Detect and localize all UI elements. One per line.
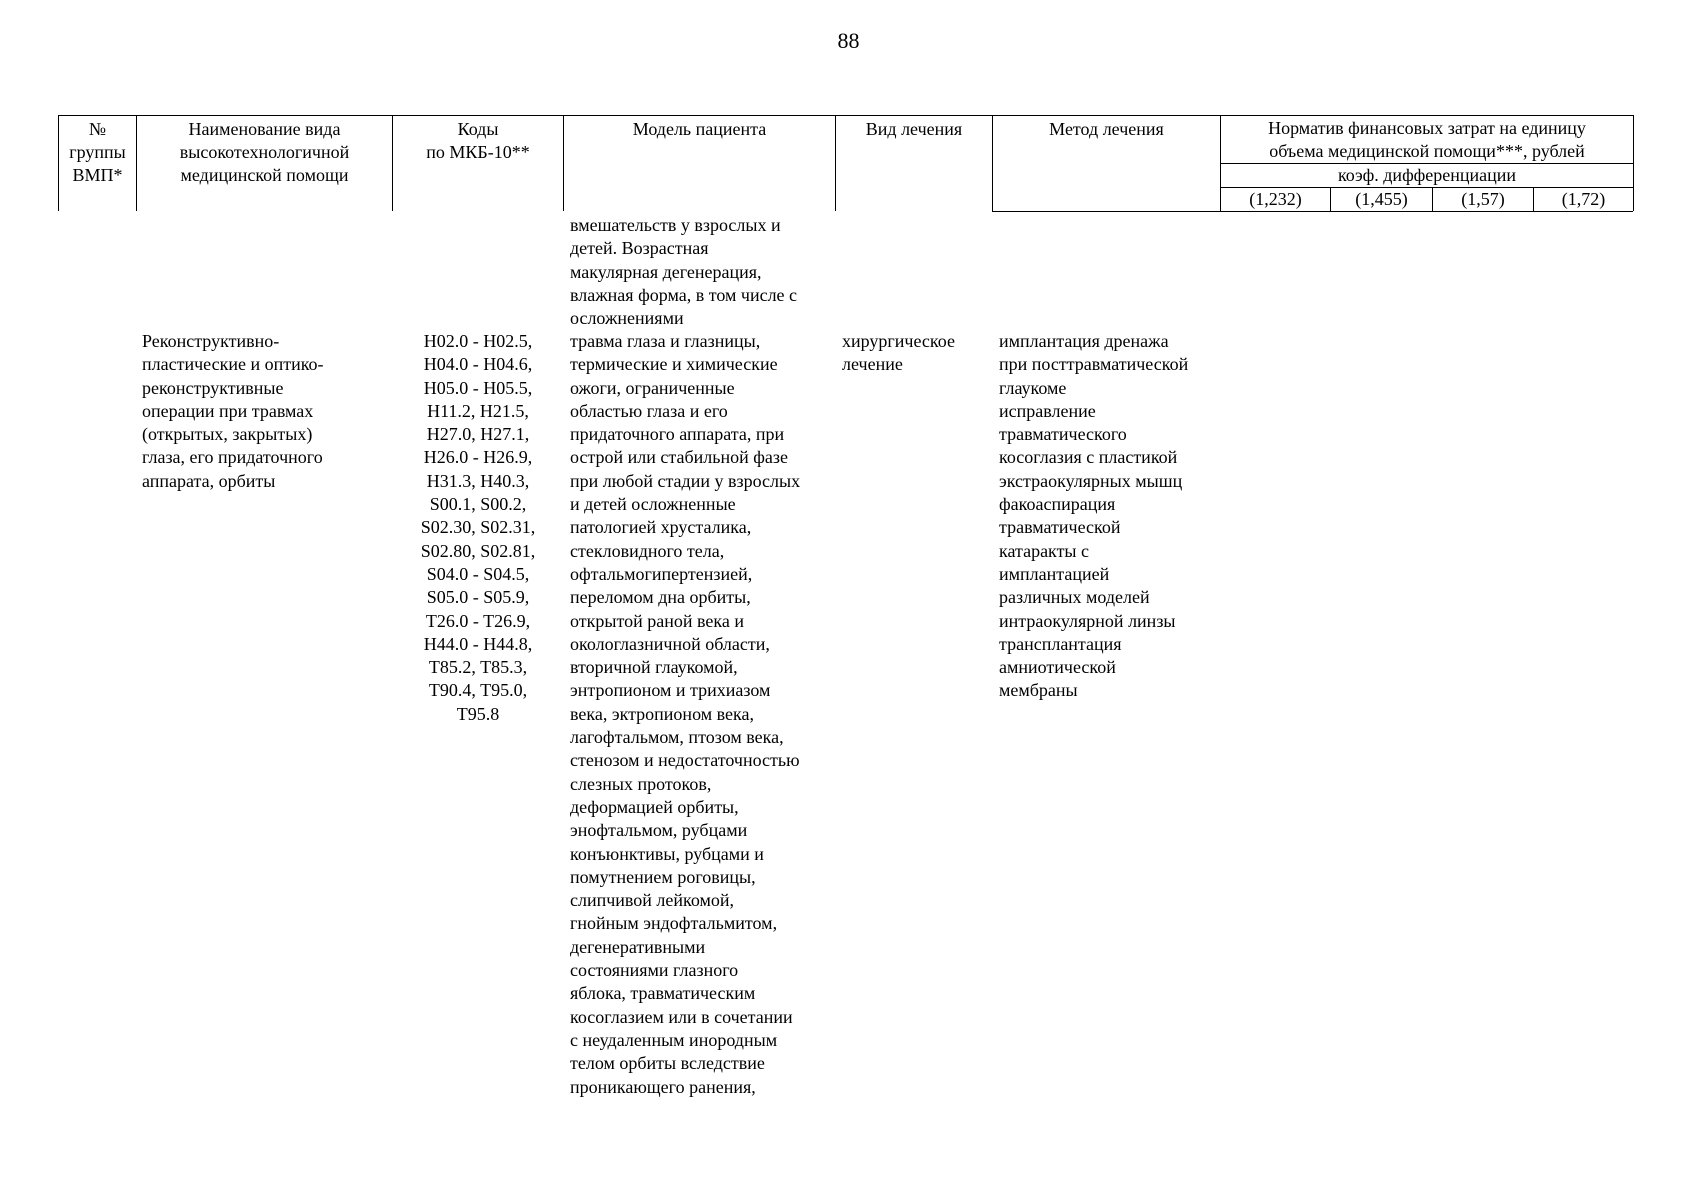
- patient-model-line: яблока, травматическим: [570, 983, 756, 1004]
- treatment-type-line: лечение: [842, 354, 903, 375]
- icd-codes-line: S04.0 - S04.5,: [426, 563, 530, 584]
- icd-codes-line: H27.0, H27.1,: [426, 424, 530, 445]
- patient-model-line: стекловидного тела,: [570, 540, 725, 561]
- header-codes: [393, 118, 563, 164]
- treatment-method-line: имплантация дренажа: [999, 331, 1169, 351]
- header-group-no: [59, 118, 136, 187]
- icd-codes-line: S00.1, S00.2,: [429, 494, 527, 515]
- icd-codes-line: S02.80, S02.81,: [420, 540, 536, 561]
- patient-model-line: открытой раной века и: [570, 610, 744, 631]
- treatment-method-line: катаракты с: [999, 540, 1090, 561]
- treatment-type-line: хирургическое: [842, 331, 955, 351]
- service-name-line: глаза, его придаточного: [142, 447, 323, 468]
- patient-model-line: травма глаза и глазницы,: [570, 331, 761, 351]
- icd-codes-line: T26.0 - T26.9,: [425, 610, 531, 631]
- header-name-line: медицинской помощи: [180, 165, 349, 185]
- header-coef-1: (1,232): [1249, 189, 1302, 209]
- header-name: [137, 118, 392, 187]
- icd-codes-line: T85.2, T85.3,: [428, 657, 528, 678]
- icd-codes-line: S02.30, S02.31,: [420, 517, 536, 538]
- service-name-line: аппарата, орбиты: [142, 470, 276, 491]
- treatment-method-line: исправление: [999, 400, 1096, 421]
- header-group-no-line: ВМП*: [72, 165, 123, 185]
- header-codes-line: по МКБ-10**: [426, 142, 530, 162]
- treatment-method-line: трансплантация: [999, 633, 1122, 654]
- service-name-line: реконструктивные: [142, 377, 284, 398]
- treatment-method-line: различных моделей: [999, 587, 1150, 608]
- header-norm-line: объема медицинской помощи***, рублей: [1269, 141, 1585, 161]
- header-treatment-method: Метод лечения: [1049, 119, 1164, 139]
- patient-model-line: слезных протоков,: [570, 773, 712, 794]
- header-norm: [1221, 117, 1633, 163]
- continuation-text-line: влажная форма, в том числе с: [570, 284, 798, 305]
- patient-model-line: энтропионом и трихиазом: [570, 680, 771, 701]
- patient-model-line: и детей осложненные: [570, 494, 736, 515]
- patient-model: [570, 330, 800, 1099]
- icd-codes-line: H11.2, H21.5,: [427, 400, 529, 421]
- col-border-7: [1633, 115, 1634, 211]
- patient-model-line: окологлазничной области,: [570, 633, 770, 654]
- treatment-method-line: амниотической: [999, 657, 1116, 678]
- icd-codes-line: T95.8: [456, 703, 500, 724]
- patient-model-line: стенозом и недостаточностью: [570, 750, 800, 771]
- patient-model-line: патологией хрусталика,: [570, 517, 752, 538]
- patient-model-line: с неудаленным инородным: [570, 1029, 778, 1050]
- treatment-method-line: факоаспирация: [999, 494, 1116, 515]
- continuation-text-line: осложнениями: [570, 308, 684, 329]
- icd-codes-line: T90.4, T95.0,: [428, 680, 528, 701]
- patient-model-line: офтальмогипертензией,: [570, 563, 753, 584]
- treatment-method-line: имплантацией: [999, 563, 1110, 584]
- header-name-line: Наименование вида: [188, 119, 341, 139]
- patient-model-line: косоглазием или в сочетании: [570, 1006, 793, 1027]
- header-norm-line: Норматив финансовых затрат на единицу: [1268, 118, 1586, 138]
- patient-model-line: проникающего ранения,: [570, 1076, 756, 1097]
- patient-model-line: термические и химические: [570, 354, 778, 375]
- icd-codes-line: H26.0 - H26.9,: [423, 447, 533, 468]
- treatment-method-line: травматического: [999, 424, 1127, 445]
- header-coef-label: коэф. дифференциации: [1337, 165, 1517, 185]
- treatment-method-line: глаукоме: [999, 377, 1067, 398]
- treatment-method-line: при посттравматической: [999, 354, 1189, 375]
- patient-model-line: лагофтальмом, птозом века,: [570, 727, 784, 748]
- patient-model-line: состояниями глазного: [570, 960, 739, 981]
- header-coef-2: (1,455): [1355, 189, 1408, 209]
- icd-codes-line: H04.0 - H04.6,: [423, 354, 533, 375]
- patient-model-line: века, эктропионом века,: [570, 703, 754, 724]
- icd-codes-line: H02.0 - H02.5,: [423, 331, 533, 351]
- treatment-method-line: экстраокулярных мышц: [999, 470, 1183, 491]
- patient-model-line: переломом дна орбиты,: [570, 587, 751, 608]
- header-group-no-line: группы: [69, 142, 126, 162]
- patient-model-line: придаточного аппарата, при: [570, 424, 785, 445]
- header-coef-3: (1,57): [1461, 189, 1505, 209]
- treatment-method-line: травматической: [999, 517, 1121, 538]
- patient-model-line: конъюнктивы, рубцами и: [570, 843, 764, 864]
- patient-model-line: острой или стабильной фазе: [570, 447, 788, 468]
- treatment-type: [842, 330, 955, 377]
- icd-codes-line: H44.0 - H44.8,: [423, 633, 533, 654]
- service-name-line: пластические и оптико-: [142, 354, 324, 375]
- icd-codes-line: H05.0 - H05.5,: [423, 377, 533, 398]
- continuation-text-line: макулярная дегенерация,: [570, 261, 762, 282]
- patient-model-line: при любой стадии у взрослых: [570, 470, 801, 491]
- patient-model-line: энофтальмом, рубцами: [570, 820, 748, 841]
- patient-model-line: дегенеративными: [570, 936, 706, 957]
- header-codes-line: Коды: [457, 119, 499, 139]
- treatment-method: [999, 330, 1188, 703]
- service-name-line: (открытых, закрытых): [142, 424, 313, 445]
- patient-model-line: вторичной глаукомой,: [570, 657, 738, 678]
- patient-model-line: гнойным эндофтальмитом,: [570, 913, 778, 934]
- icd-codes-line: S05.0 - S05.9,: [426, 587, 530, 608]
- service-name: [142, 330, 324, 493]
- header-patient-model: Модель пациента: [632, 119, 767, 139]
- patient-model-line: ожоги, ограниченные: [570, 377, 735, 398]
- header-group-no-line: №: [88, 119, 107, 139]
- patient-model-line: областью глаза и его: [570, 400, 728, 421]
- continuation-text-line: вмешательств у взрослых и: [570, 215, 781, 235]
- service-name-line: Реконструктивно-: [142, 331, 280, 351]
- icd-codes-line: H31.3, H40.3,: [426, 470, 530, 491]
- header-bottom-border: [992, 211, 1633, 212]
- patient-model-line: деформацией орбиты,: [570, 796, 739, 817]
- patient-model-line: телом орбиты вследствие: [570, 1053, 765, 1074]
- table-top-border: [58, 115, 1634, 116]
- header-coef-4: (1,72): [1561, 189, 1606, 209]
- header-treatment-type: Вид лечения: [865, 119, 963, 139]
- treatment-method-line: интраокулярной линзы: [999, 610, 1176, 631]
- continuation-text: [570, 214, 797, 330]
- patient-model-line: помутнением роговицы,: [570, 866, 756, 887]
- service-name-line: операции при травмах: [142, 400, 314, 421]
- treatment-method-line: мембраны: [999, 680, 1078, 701]
- header-name-line: высокотехнологичной: [179, 142, 350, 162]
- treatment-method-line: косоглазия с пластикой: [999, 447, 1178, 468]
- icd-codes: [393, 330, 563, 726]
- continuation-text-line: детей. Возрастная: [570, 238, 709, 259]
- page-number: 88: [837, 28, 860, 53]
- patient-model-line: слипчивой лейкомой,: [570, 890, 735, 911]
